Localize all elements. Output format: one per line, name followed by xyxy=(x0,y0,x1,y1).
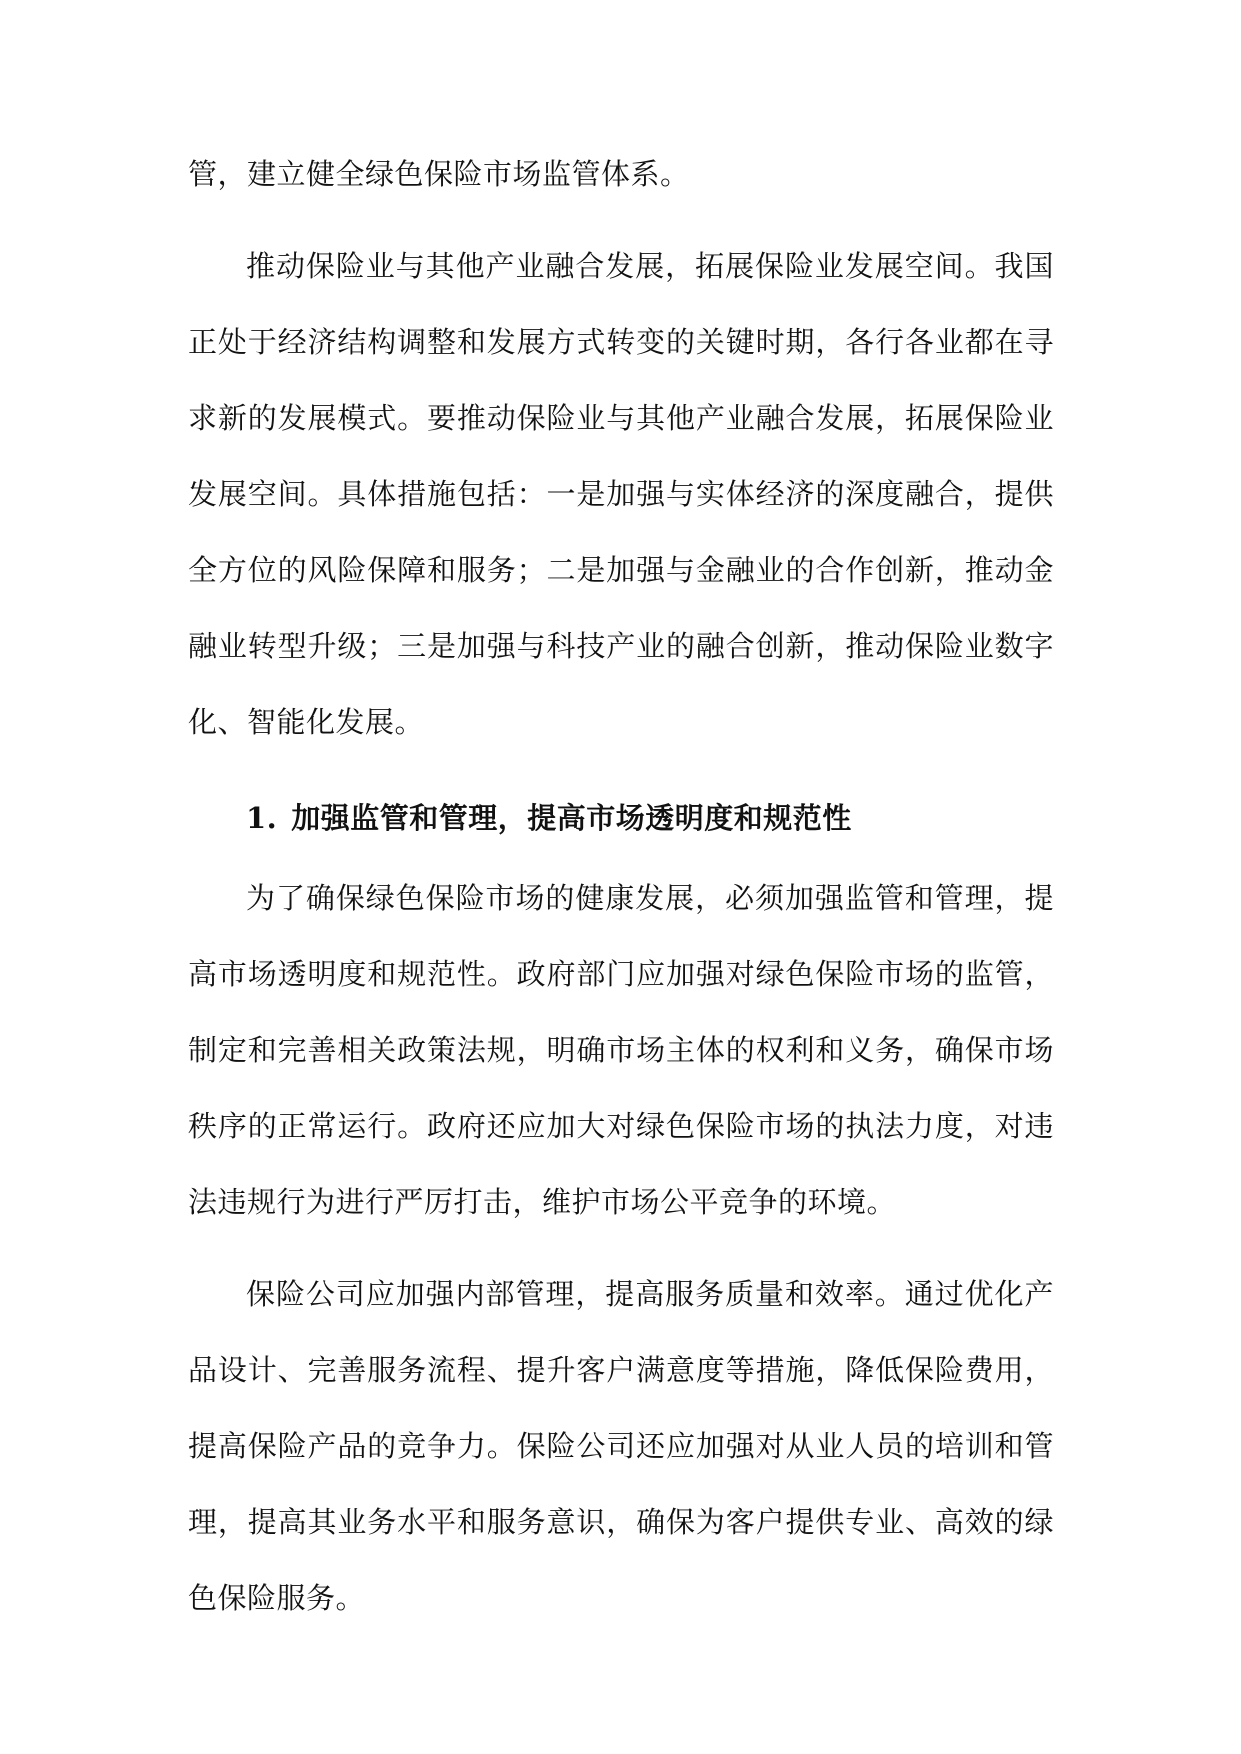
paragraph-continuation: 管，建立健全绿色保险市场监管体系。 xyxy=(188,157,690,191)
section-title: 加强监管和管理，提高市场透明度和规范性 xyxy=(291,801,852,835)
section-number: 1. xyxy=(246,801,278,835)
section-heading xyxy=(188,780,1054,856)
paragraph-industry-integration: 推动保险业与其他产业融合发展，拓展保险业发展空间。我国正处于经济结构调整和发展方式转变的关键时期，各行各业都在寻求新的发展模式。要推动保险业与其他产业融合发展，拓展保险业发展空间。具体措施包括：一是加强与实体经济的深度融合，提供全方位的风险保障和服务；二是加强与金融业的合作创新，推动金融业转型升级；三是加强与科技产业的融合创新，推动保险业数字化、智能化发展。 xyxy=(188,249,1054,739)
document-body xyxy=(188,136,1054,1636)
paragraph-supervision: 为了确保绿色保险市场的健康发展，必须加强监管和管理，提高市场透明度和规范性。政府部门应加强对绿色保险市场的监管，制定和完善相关政策法规，明确市场主体的权利和义务，确保市场秩序的正常运行。政府还应加大对绿色保险市场的执法力度，对违法违规行为进行严厉打击，维护市场公平竞争的环境。 xyxy=(188,881,1054,1219)
paragraph-internal-management: 保险公司应加强内部管理，提高服务质量和效率。通过优化产品设计、完善服务流程、提升客户满意度等措施，降低保险费用，提高保险产品的竞争力。保险公司还应加强对从业人员的培训和管理，提高其业务水平和服务意识，确保为客户提供专业、高效的绿色保险服务。 xyxy=(188,1277,1054,1615)
paragraph-gap xyxy=(188,1240,1054,1256)
paragraph-gap xyxy=(188,212,1054,228)
